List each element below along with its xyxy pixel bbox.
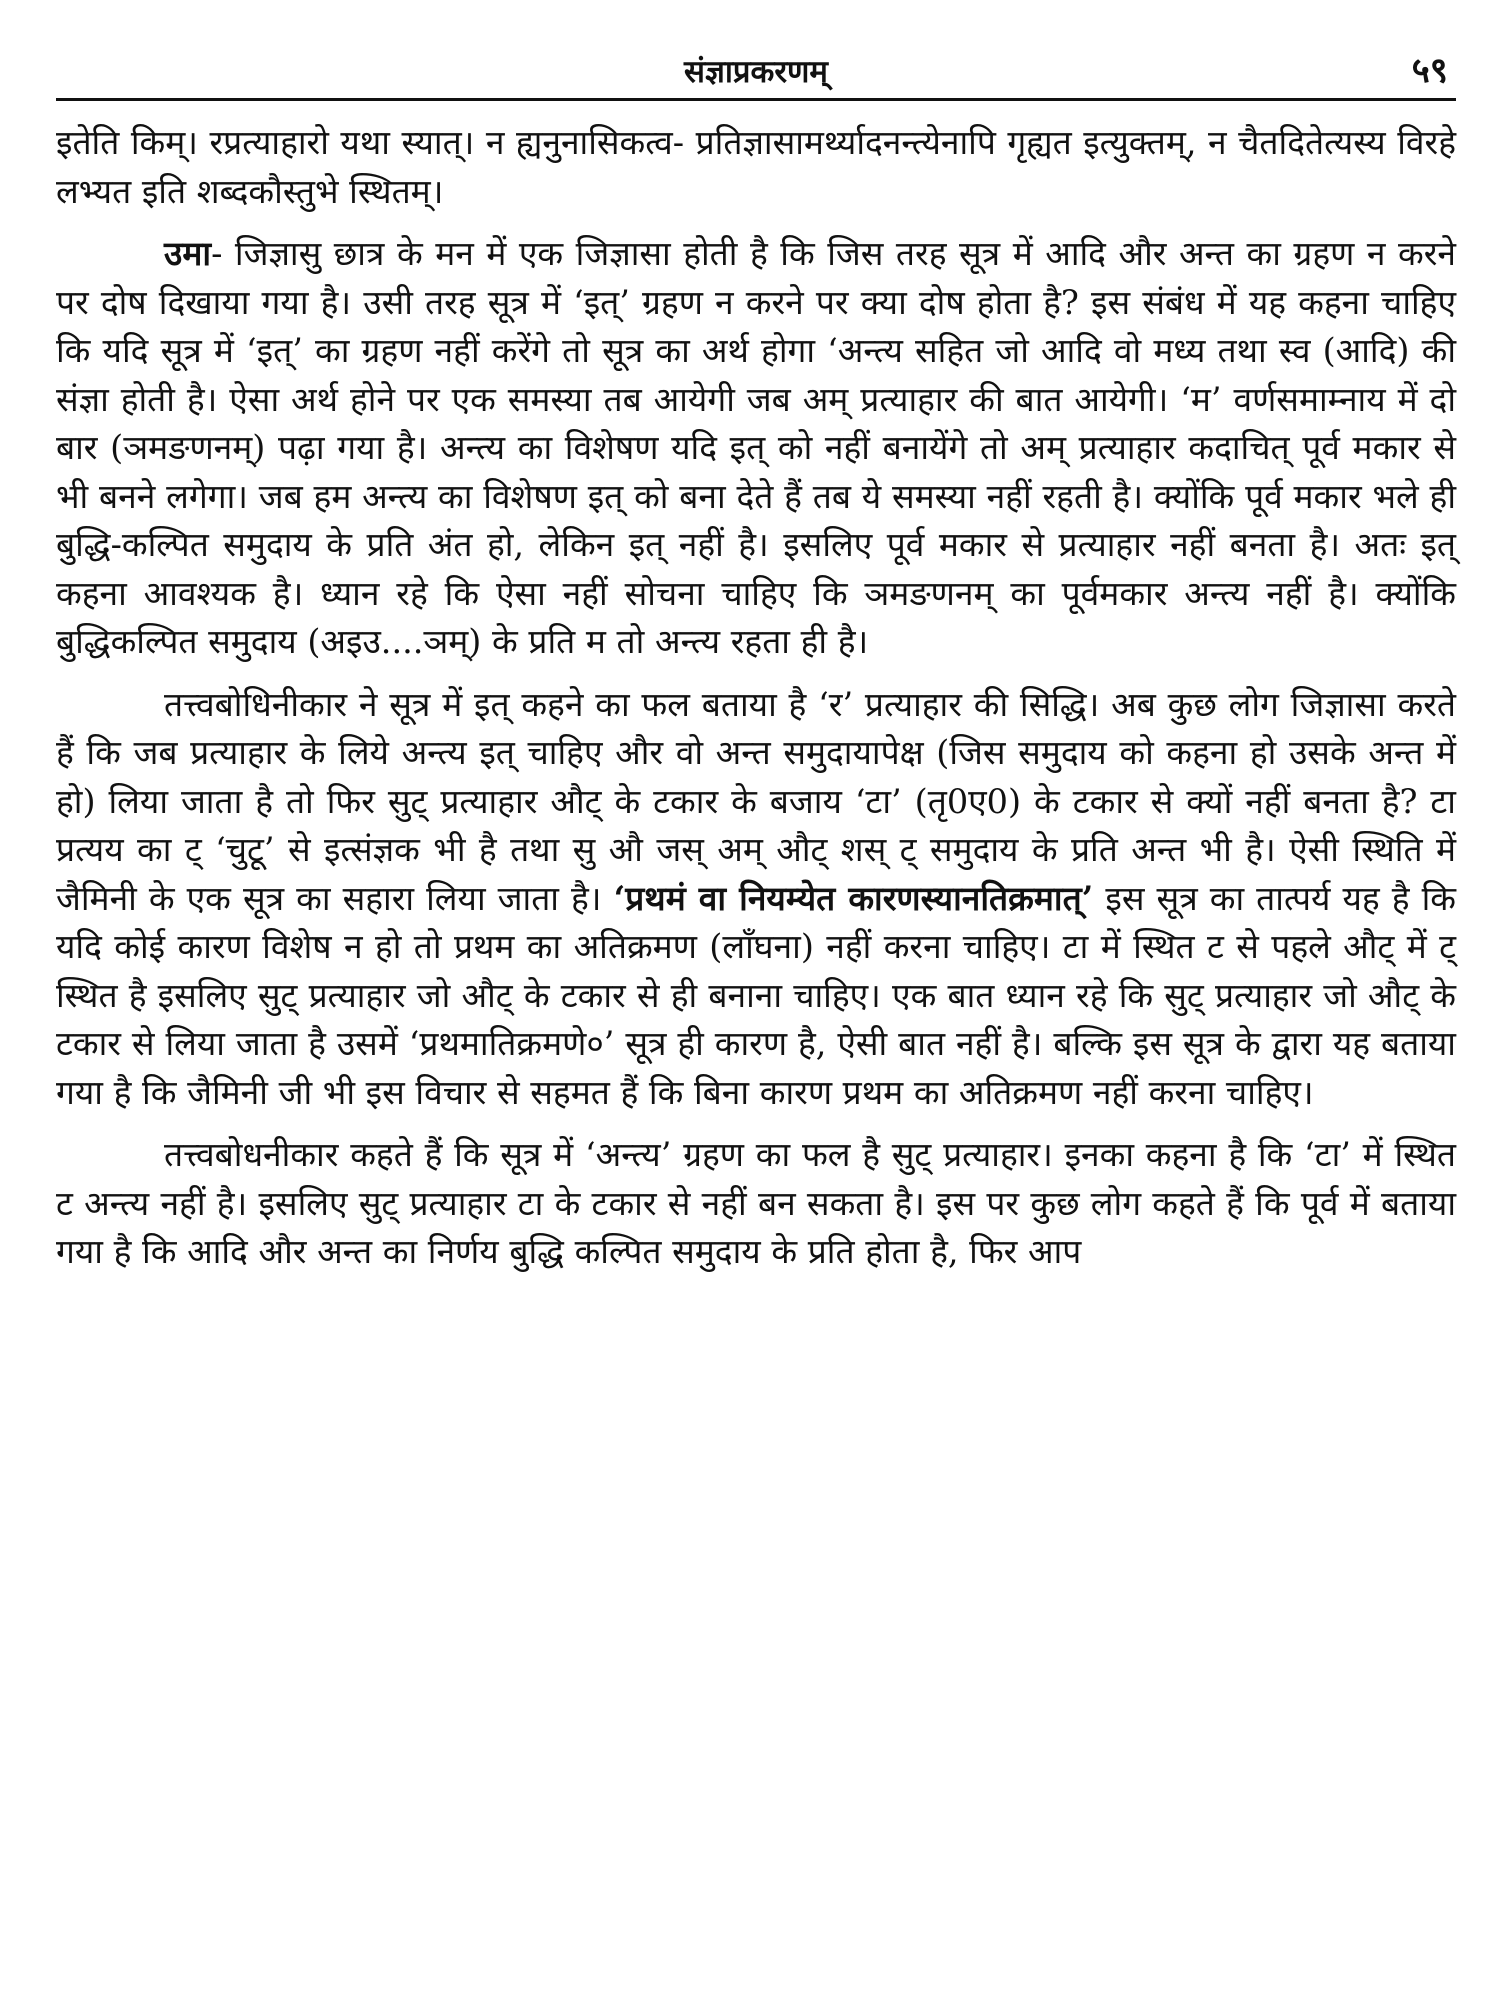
paragraph-text: - जिज्ञासु छात्र के मन में एक जिज्ञासा होती है कि जिस तरह सूत्र में आदि और अन्त का ग्रहण न करने पर दोष दिखाया गया है। उसी तरह सूत्र में ‘इत्’ ग्रहण न करने पर क्या दोष होता है? इस संबंध में यह कहना चाहिए कि यदि सूत्र में ‘इत्’ का ग्रहण नहीं करेंगे तो सूत्र का अर्थ होगा ‘अन्त्य सहित जो आदि वो मध्य तथा स्व (आदि) की संज्ञा होती है। ऐसा अर्थ होने पर एक समस्या तब आयेगी जब अम् प्रत्याहार की बात आयेगी। ‘म’ वर्णसमाम्नाय में दो बार (ञमङणनम्) पढ़ा गया है। अन्त्य का विशेषण यदि इत् को नहीं बनायेंगे तो अम् प्रत्याहार कदाचित् पूर्व मकार से भी बनने लगेगा। जब हम अन्त्य का विशेषण इत् को बना देते हैं तब ये समस्या नहीं रहती है। क्योंकि पूर्व मकार भले ही बुद्धि-कल्पित समुदाय के प्रति अंत हो, लेकिन इत् नहीं है। इसलिए पूर्व मकार से प्रत्याहार नहीं बनता है। अतः इत् कहना आवश्यक है। ध्यान रहे कि ऐसा नहीं सोचना चाहिए कि ञमङणनम् का पूर्वमकार अन्त्य नहीं है। क्योंकि बुद्धिकल्पित समुदाय (अइउ....ञम्) के प्रति म तो अन्त्य रहता ही है। (56, 234, 1456, 661)
commentator-label: उमा (164, 234, 212, 273)
running-title: संज्ञाप्रकरणम् (684, 54, 828, 90)
paragraph-sanskrit-commentary (56, 119, 1456, 216)
paragraph-text: इस सूत्र का तात्पर्य यह है कि यदि कोई कारण विशेष न हो तो प्रथम का अतिक्रमण (लाँघना) नहीं करना चाहिए। टा में स्थित ट से पहले औट् में ट् स्थित है इसलिए सुट् प्रत्याहार जो औट् के टकार से ही बनाना चाहिए। एक बात ध्यान रहे कि सुट् प्रत्याहार जो औट् के टकार से लिया जाता है उसमें ‘प्रथमातिक्रमणे०’ सूत्र ही कारण है, ऐसी बात नहीं है। बल्कि इस सूत्र के द्वारा यह बताया गया है कि जैमिनी जी भी इस विचार से सहमत हैं कि बिना कारण प्रथम का अतिक्रमण नहीं करना चाहिए। (56, 878, 1457, 1112)
book-page (56, 36, 1456, 1976)
paragraph-text: इतेति किम्। रप्रत्याहारो यथा स्यात्। न ह्यनुनासिकत्व- प्रतिज्ञासामर्थ्यादनन्त्येनापि गृह्यत इत्युक्तम्, न चैतदितेत्यस्य विरहे लभ्यत इति शब्दकौस्तुभे स्थितम्। (56, 123, 1456, 211)
paragraph-tattvabodhini-it (56, 681, 1456, 1118)
paragraph-uma-commentary (56, 230, 1456, 667)
paragraph-text: तत्त्वबोधिनीकार ने सूत्र में इत् कहने का फल बताया है ‘र’ प्रत्याहार की सिद्धि। अब कुछ लोग जिज्ञासा करते हैं कि जब प्रत्याहार के लिये अन्त्य इत् चाहिए और वो अन्त समुदायापेक्ष (जिस समुदाय को कहना हो उसके अन्त में हो) लिया जाता है तो फिर सुट् प्रत्याहार औट् के टकार के बजाय ‘टा’ (तृ0ए0) के टकार से क्यों नहीं बनता है? टा प्रत्यय का ट् ‘चुटू’ से इत्संज्ञक भी है तथा सु औ जस् अम् औट् शस् ट् समुदाय के प्रति अन्त भी है। ऐसी स्थिति में जैमिनी के एक सूत्र का सहारा लिया जाता है। (56, 684, 1456, 918)
page-header (56, 36, 1456, 101)
paragraph-tattvabodhini-antya (56, 1131, 1456, 1277)
page-body (56, 119, 1456, 1277)
jaimini-sutra-quote: ‘प्रथमं वा नियम्येत कारणस्यानतिक्रमात्’ (613, 878, 1094, 918)
page-number: ५९ (1411, 50, 1448, 91)
paragraph-text: तत्त्वबोधनीकार कहते हैं कि सूत्र में ‘अन्त्य’ ग्रहण का फल है सुट् प्रत्याहार। इनका कहना है कि ‘टा’ में स्थित ट अन्त्य नहीं है। इसलिए सुट् प्रत्याहार टा के टकार से नहीं बन सकता है। इस पर कुछ लोग कहते हैं कि पूर्व में बताया गया है कि आदि और अन्त का निर्णय बुद्धि कल्पित समुदाय के प्रति होता है, फिर आप (56, 1135, 1456, 1271)
